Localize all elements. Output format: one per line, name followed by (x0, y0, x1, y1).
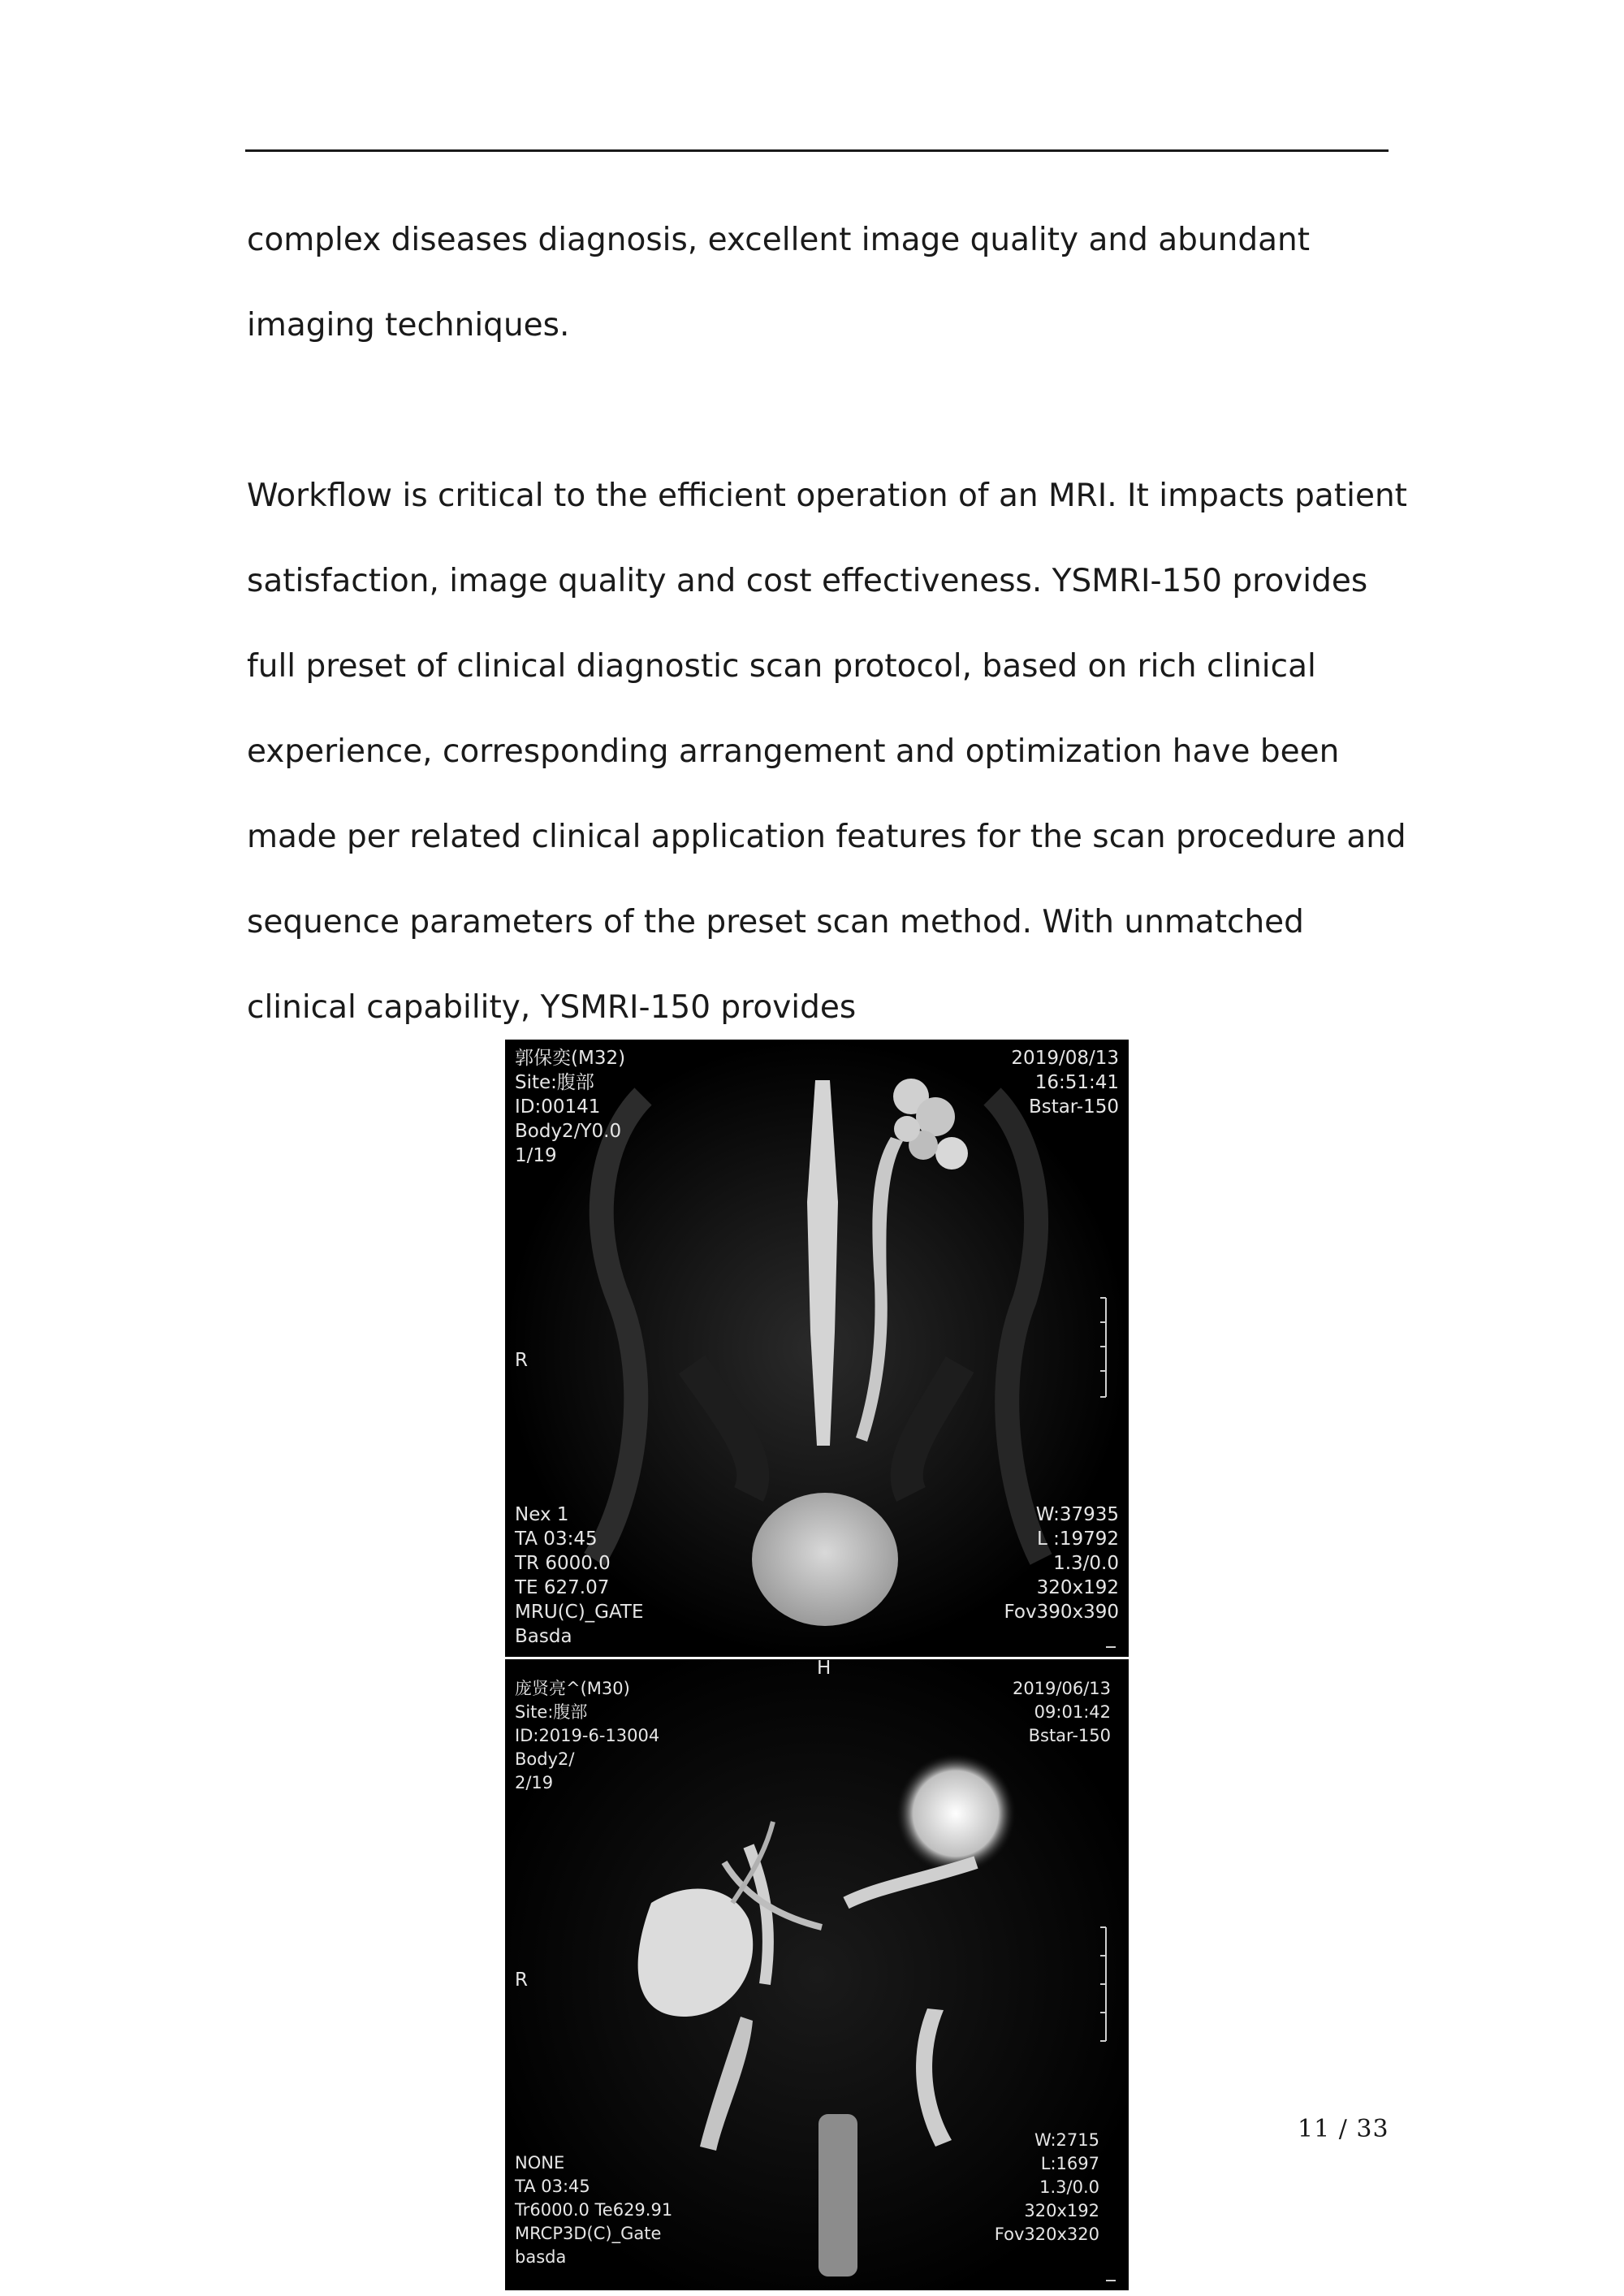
orientation-label: R (515, 1970, 528, 1991)
scan-bottom-orientation (515, 1968, 528, 1992)
info-line: Bstar-150 (1028, 1726, 1111, 1745)
info-line: TR 6000.0 (515, 1553, 611, 1574)
info-line: 2019/06/13 (1012, 1679, 1111, 1698)
info-line: ID:2019-6-13004 (515, 1726, 660, 1745)
info-line: Body2/ (515, 1749, 575, 1769)
scan-bottom-head-marker (817, 1659, 831, 1680)
scan-top-datetime (1011, 1046, 1119, 1119)
info-line: 09:01:42 (1034, 1702, 1111, 1722)
scan-bottom-sequence-info (515, 2151, 672, 2269)
info-line: MRU(C)_GATE (515, 1602, 644, 1623)
info-line: MRCP3D(C)_Gate (515, 2224, 662, 2243)
info-line: 1/19 (515, 1145, 557, 1166)
info-line: Fov320x320 (994, 2225, 1099, 2244)
scan-top-window-info (1004, 1503, 1119, 1624)
info-line: TA 03:45 (515, 2177, 590, 2196)
scan-top-orientation (515, 1348, 528, 1373)
info-line: Basda (515, 1626, 572, 1647)
info-line: Body2/Y0.0 (515, 1121, 622, 1142)
info-line: Bstar-150 (1028, 1096, 1119, 1118)
scan-bottom-datetime (1013, 1677, 1111, 1748)
orientation-label: R (515, 1350, 528, 1371)
paragraph-2: Workflow is critical to the efficient operation of an MRI. It impacts patient satisfaction, image quality and cost effectiveness. YSMRI-150 provides full preset of clinical diagnostic scan protocol, based on rich clinical experience, corresponding arrangement and optimization have been made per related clinical application features for the scan procedure and sequence parameters of the preset scan method. With unmatched clinical capability, YSMRI-150 provides (247, 478, 1407, 1026)
info-line: 320x192 (1036, 1577, 1119, 1598)
info-line: TA 03:45 (515, 1529, 598, 1550)
info-line: Tr6000.0 Te629.91 (515, 2200, 673, 2220)
scan-bottom-patient-info (515, 1677, 659, 1795)
scan-top-sequence-info (515, 1503, 644, 1649)
info-line: Fov390x390 (1004, 1602, 1119, 1623)
info-line: 320x192 (1024, 2201, 1099, 2220)
info-line: TE 627.07 (515, 1577, 610, 1598)
info-line: 2019/08/13 (1011, 1048, 1119, 1069)
info-line: 2/19 (515, 1773, 554, 1792)
mri-scan-mrcp (505, 1659, 1129, 2290)
info-line: Nex 1 (515, 1504, 569, 1525)
info-line: 庞贤亮^(M30) (515, 1679, 630, 1698)
info-line: basda (515, 2247, 567, 2267)
scan-top-patient-info (515, 1046, 625, 1168)
page-number: 11 / 33 (1298, 2115, 1389, 2143)
header-rule (245, 149, 1389, 152)
info-line: W:2715 (1034, 2130, 1099, 2150)
mri-scan-urography (505, 1040, 1129, 1657)
info-line: ID:00141 (515, 1096, 601, 1118)
info-line: 1.3/0.0 (1053, 1553, 1119, 1574)
info-line: 郭保奕(M32) (515, 1048, 626, 1069)
info-line: W:37935 (1035, 1504, 1119, 1525)
info-line: NONE (515, 2153, 565, 2173)
info-line: 16:51:41 (1034, 1072, 1119, 1093)
orientation-label: H (817, 1659, 831, 1679)
info-line: Site:腹部 (515, 1072, 594, 1093)
info-line: 1.3/0.0 (1039, 2177, 1099, 2197)
paragraph-1: complex diseases diagnosis, excellent image quality and abundant imaging techniques. (247, 222, 1311, 344)
info-line: L:1697 (1040, 2154, 1099, 2173)
scan-bottom-window-info (995, 2129, 1099, 2246)
mri-figure (505, 1040, 1129, 2290)
info-line: Site:腹部 (515, 1702, 588, 1722)
info-line: L :19792 (1036, 1529, 1119, 1550)
